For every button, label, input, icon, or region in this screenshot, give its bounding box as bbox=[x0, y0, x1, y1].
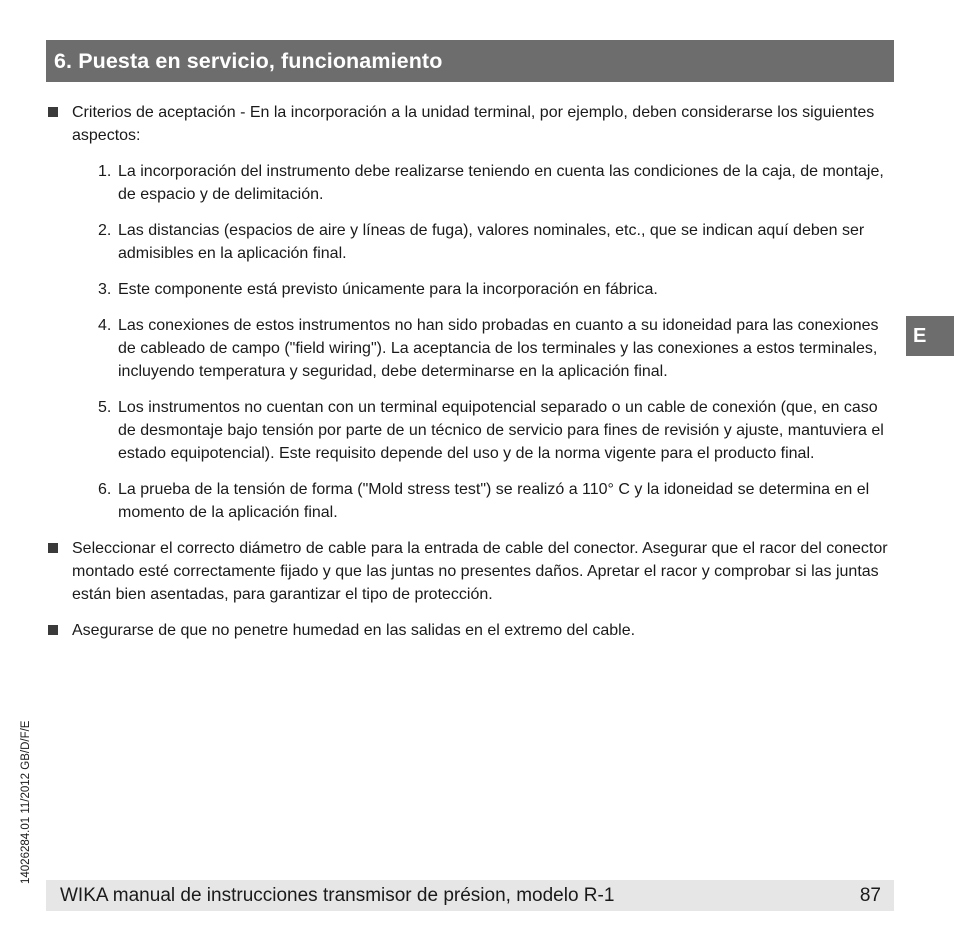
bullet-text: Asegurarse de que no penetre humedad en las salidas en el extremo del cable. bbox=[72, 622, 636, 639]
item-text: Los instrumentos no cuentan con un terminal equipotencial separado o un cable de conexión (que, en caso de desmontaje bajo tensión por parte de un técnico de servicio para fines de revisión y ajuste, mantuviera el estado equipotencial). Este requisito depende del uso y de la norma vigente para el producto final. bbox=[118, 399, 884, 462]
item-text: Las conexiones de estos instrumentos no han sido probadas en cuanto a su idoneidad para las conexiones de cableado de campo ("field wiring"). La aceptancia de los terminales y las conexiones a estos terminales, incluyendo temperatura y seguridad, debe determinarse en la aplicación final. bbox=[118, 317, 879, 380]
language-tab bbox=[906, 316, 954, 356]
item-text: La incorporación del instrumento debe realizarse teniendo en cuenta las condiciones de la caja, de montaje, de espacio y de delimitación. bbox=[118, 163, 884, 203]
document-code: 14026284.01 11/2012 GB/D/F/E bbox=[20, 720, 32, 884]
page-number: 87 bbox=[859, 884, 881, 906]
list-item bbox=[72, 219, 894, 265]
item-text: Las distancias (espacios de aire y líneas de fuga), valores nominales, etc., que se indican aquí deben ser admisibles en la aplicación final. bbox=[118, 222, 865, 262]
list-item bbox=[72, 396, 894, 465]
bullet-text: Criterios de aceptación - En la incorporación a la unidad terminal, por ejemplo, deben considerarse los siguientes aspectos: bbox=[72, 104, 875, 144]
item-text: La prueba de la tensión de forma ("Mold stress test") se realizó a 110° C y la idoneidad se determina en el momento de la aplicación final. bbox=[118, 481, 870, 521]
numbered-list bbox=[72, 160, 894, 524]
square-bullet-icon bbox=[48, 107, 58, 117]
list-item bbox=[72, 278, 894, 301]
bullet-text: Seleccionar el correcto diámetro de cable para la entrada de cable del conector. Asegurar que el racor del conector montado esté correctamente fijado y que las juntas no presentes daños. Apretar el racor y comprobar si las juntas están bien asentadas, para garantizar el tipo de protección. bbox=[72, 540, 888, 603]
page-content bbox=[46, 101, 894, 642]
item-text: Este componente está previsto únicamente para la incorporación en fábrica. bbox=[118, 281, 658, 298]
footer-title: WIKA manual de instrucciones transmisor de présion, modelo R-1 bbox=[60, 884, 615, 906]
page-footer bbox=[46, 880, 894, 911]
list-item bbox=[72, 160, 894, 206]
section-header bbox=[46, 40, 894, 82]
list-item bbox=[72, 314, 894, 383]
item-number: 2. bbox=[98, 222, 112, 239]
language-tab-label: E bbox=[913, 324, 927, 347]
bullet-acceptance-criteria bbox=[46, 101, 894, 524]
item-number: 1. bbox=[98, 163, 112, 180]
list-item bbox=[72, 478, 894, 524]
item-number: 6. bbox=[98, 481, 112, 498]
square-bullet-icon bbox=[48, 625, 58, 635]
item-number: 4. bbox=[98, 317, 112, 334]
item-number: 5. bbox=[98, 399, 112, 416]
bullet-cable-diameter bbox=[46, 537, 894, 606]
bullet-moisture bbox=[46, 619, 894, 642]
square-bullet-icon bbox=[48, 543, 58, 553]
item-number: 3. bbox=[98, 281, 112, 298]
section-title: 6. Puesta en servicio, funcionamiento bbox=[54, 48, 443, 73]
